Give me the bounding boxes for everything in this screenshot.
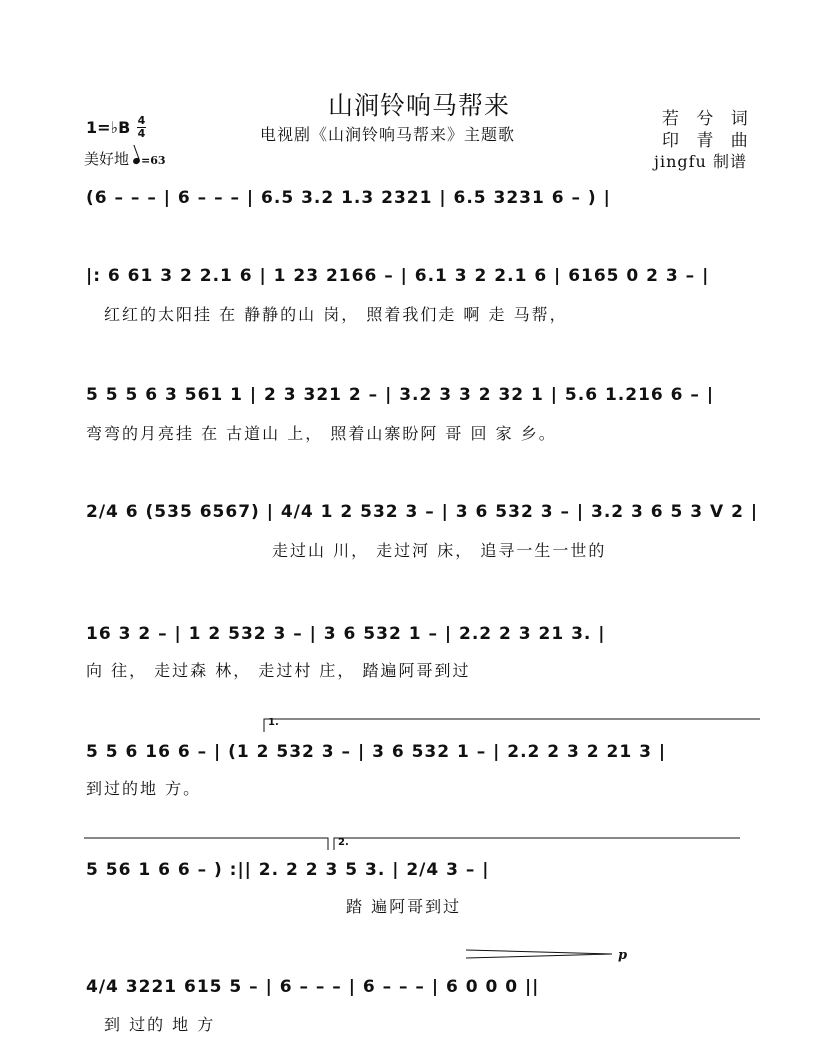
song-subtitle: 电视剧《山涧铃响马帮来》主题歌 — [260, 125, 516, 144]
song-title: 山涧铃响马帮来 — [327, 91, 510, 120]
score-line-5-lyrics: 向 往， 走过森 林， 走过村 庄， 踏遍阿哥到过 — [86, 661, 471, 680]
score-line-1-notes: (6 – – – | 6 – – – | 6.5 3.2 1.3 2321 | 6.5 3231 6 – ) | — [86, 188, 611, 208]
volta-2-line — [334, 838, 740, 850]
time-signature-bottom: 4 — [137, 127, 146, 140]
score-line-2-notes: |: 6 61 3 2 2.1 6 | 1 23 2166 – | 6.1 3 2 2.1 6 | 6165 0 2 3 – | — [86, 266, 710, 286]
score-line-4-notes: 2/4 6 (535 6567) | 4/4 1 2 532 3 – | 3 6 532 3 – | 3.2 3 6 5 3 V 2 | — [86, 502, 759, 522]
score-line-5-notes: 16 3 2 – | 1 2 532 3 – | 3 6 532 1 – | 2.2 2 3 21 3. | — [86, 624, 606, 644]
dynamic-marking: p — [618, 948, 628, 963]
score-line-2-lyrics: 红红的太阳挂 在 静静的山 岗， 照着我们走 啊 走 马帮， — [104, 305, 568, 324]
score-line-8-notes: 4/4 3221 615 5 – | 6 – – – | 6 – – – | 6 0 0 0 || — [86, 977, 540, 997]
time-signature-top: 4 — [137, 114, 146, 127]
tempo-value: =63 — [141, 154, 166, 167]
score-line-8-lyrics: 到 过的 地 方 — [104, 1015, 216, 1034]
score-line-3-notes: 5 5 5 6 3 561 1 | 2 3 321 2 – | 3.2 3 3 2 32 1 | 5.6 1.216 6 – | — [86, 385, 715, 405]
score-line-4-lyrics: 走过山 川， 走过河 床， 追寻一生一世的 — [272, 541, 607, 560]
volta-2-bracket — [84, 838, 328, 850]
crescendo-hairpin — [466, 950, 612, 958]
score-line-7-notes: 5 56 1 6 6 – ) :|| 2. 2 2 3 5 3. | 2/4 3 – | — [86, 860, 490, 880]
composer-credit: 印 青 曲 — [662, 131, 754, 151]
arranger-credit: jingfu 制谱 — [654, 152, 747, 171]
score-line-7-lyrics: 踏 遍阿哥到过 — [346, 897, 462, 916]
score-line-3-lyrics: 弯弯的月亮挂 在 古道山 上， 照着山寨盼阿 哥 回 家 乡。 — [86, 424, 557, 443]
score-line-6-lyrics: 到过的地 方。 — [86, 779, 202, 798]
volta-1-bracket — [264, 719, 760, 732]
volta-2-label: 2. — [338, 837, 349, 848]
lyricist-credit: 若 兮 词 — [662, 109, 754, 129]
tempo-text: 美好地 — [84, 150, 130, 168]
score-line-6-notes: 5 5 6 16 6 – | (1 2 532 3 – | 3 6 532 1 – | 2.2 2 3 2 21 3 | — [86, 742, 667, 762]
volta-1-label: 1. — [268, 717, 279, 728]
key-signature: 1=♭B — [86, 118, 131, 137]
